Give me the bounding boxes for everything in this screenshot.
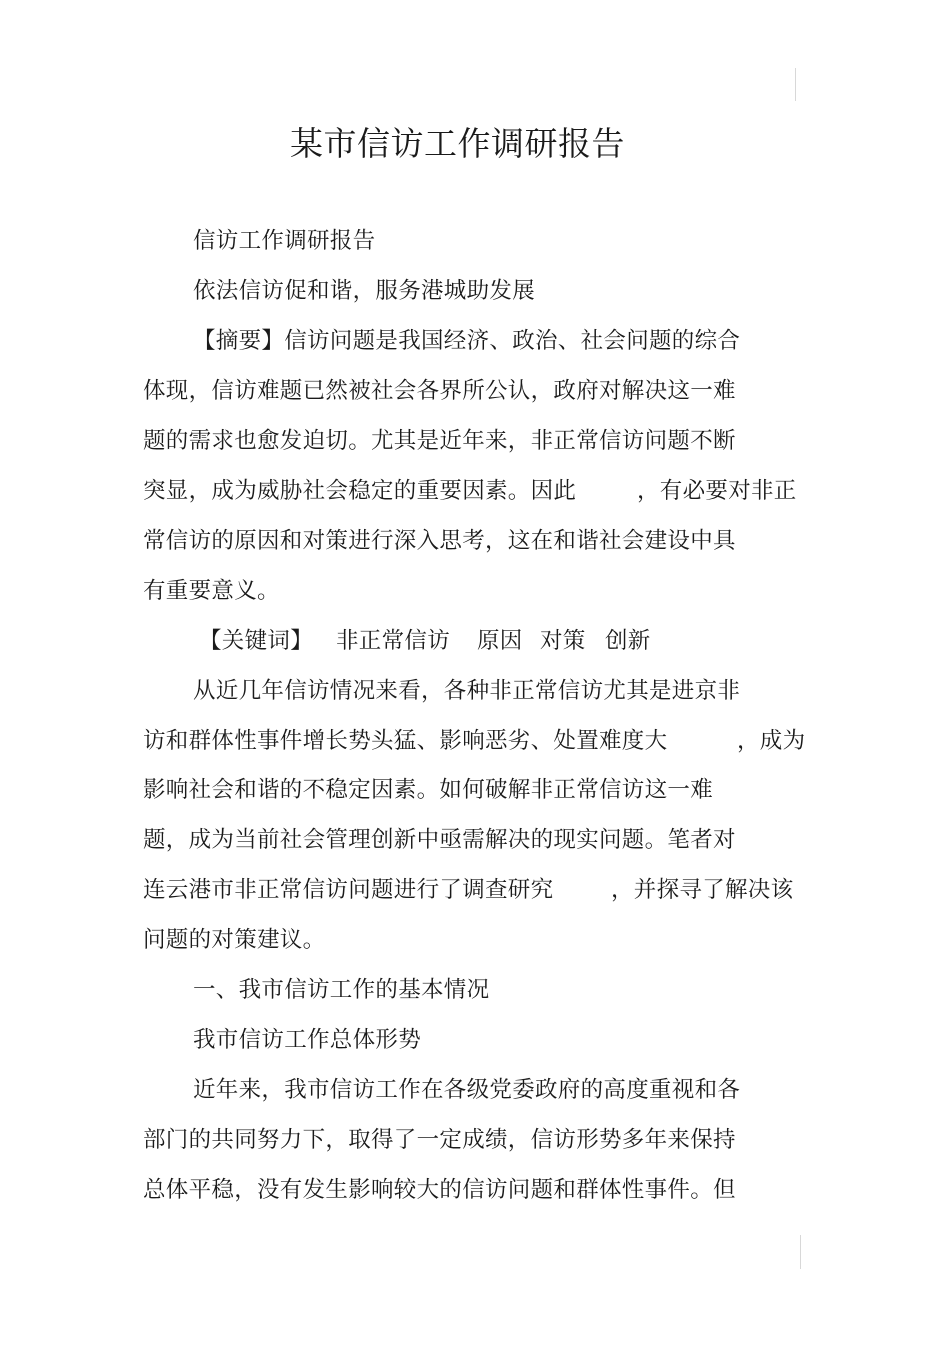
intro-line-6: 问题的对策建议。 xyxy=(143,927,326,953)
page-edge-mark-bottom xyxy=(800,1235,801,1269)
keyword-2: 原因 xyxy=(477,628,523,654)
intro-line-5a: 连云港市非正常信访问题进行了调查研究 xyxy=(143,877,554,903)
keyword-3: 对策 xyxy=(540,628,586,654)
abstract-line-5: 常信访的原因和对策进行深入思考，这在和谐社会建设中具 xyxy=(143,528,736,554)
intro-line-4: 题，成为当前社会管理创新中亟需解决的现实问题。笔者对 xyxy=(143,827,736,853)
keyword-1: 非正常信访 xyxy=(336,628,451,654)
document-title: 某市信访工作调研报告 xyxy=(290,124,625,163)
subtitle: 信访工作调研报告 xyxy=(193,228,376,254)
section-line-2: 部门的共同努力下，取得了一定成绩，信访形势多年来保持 xyxy=(143,1127,736,1153)
section-line-1: 近年来，我市信访工作在各级党委政府的高度重视和各 xyxy=(193,1077,741,1103)
abstract-line-4b: ，有必要对非正 xyxy=(637,478,797,504)
page-edge-mark-top xyxy=(795,68,796,101)
abstract-line-6: 有重要意义。 xyxy=(143,578,280,604)
intro-line-5b: ，并探寻了解决该 xyxy=(611,877,794,903)
keyword-4: 创新 xyxy=(605,628,651,654)
abstract-line-2: 体现，信访难题已然被社会各界所公认，政府对解决这一难 xyxy=(143,378,736,404)
section-subheading: 我市信访工作总体形势 xyxy=(193,1027,422,1053)
abstract-line-3: 题的需求也愈发迫切。尤其是近年来，非正常信访问题不断 xyxy=(143,428,736,454)
section-heading: 一、我市信访工作的基本情况 xyxy=(193,977,490,1003)
intro-line-2b: ，成为 xyxy=(737,728,806,754)
keywords-label: 【关键词】 xyxy=(199,628,314,654)
abstract-line-1: 【摘要】信访问题是我国经济、政治、社会问题的综合 xyxy=(193,328,741,354)
intro-line-1: 从近几年信访情况来看，各种非正常信访尤其是进京非 xyxy=(193,678,741,704)
theme-line: 依法信访促和谐，服务港城助发展 xyxy=(193,278,536,304)
intro-line-3: 影响社会和谐的不稳定因素。如何破解非正常信访这一难 xyxy=(143,777,714,803)
intro-line-2a: 访和群体性事件增长势头猛、影响恶劣、处置难度大 xyxy=(143,728,668,754)
abstract-line-4a: 突显，成为威胁社会稳定的重要因素。因此 xyxy=(143,478,577,504)
section-line-3: 总体平稳，没有发生影响较大的信访问题和群体性事件。但 xyxy=(143,1177,736,1203)
